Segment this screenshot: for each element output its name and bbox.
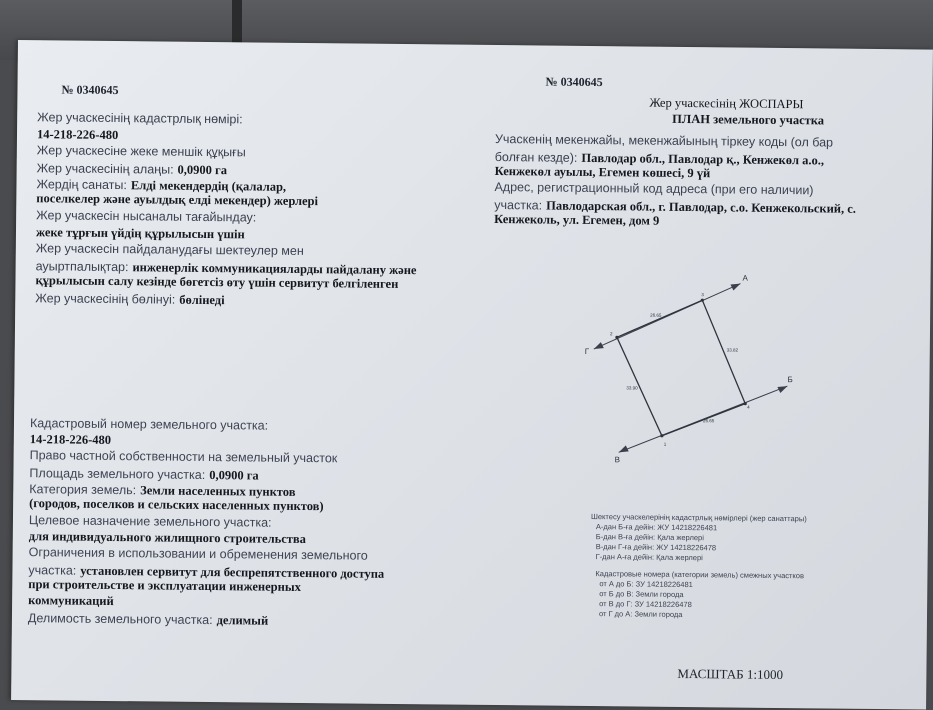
letter-v: В [614,455,621,465]
length-top: 26.65 [650,312,662,318]
kz-divisibility-row [35,290,225,308]
kz-restrict-label: Жер учаскесін пайдаланудағы шектеулер мен [35,241,304,259]
point-label-3: 3 [701,292,704,298]
ru-cadastral-value: 14-218-226-480 [29,432,112,447]
plan-address-kz-label-cont: болған кезде): [494,149,578,165]
land-certificate-sheet [11,40,933,710]
ru-area-value: 0,0900 га [209,468,259,483]
kz-area-row [37,160,228,178]
kz-right-label: Жер учаскесіне жеке меншік құқығы [36,143,246,160]
neighbor-kz-row: В-дан Г-ға дейін: ЖУ 14218226478 [595,542,717,553]
kz-purpose-label: Жер учаскесін нысаналы тағайындау: [36,208,257,225]
document-number-left: № 0340645 [61,82,119,98]
kz-restrict-value: инженерлік коммуникацияларды пайдалану және [132,260,417,278]
length-right: 33.82 [726,347,739,353]
neighbor-kz-row: А-дан Б-ға дейін: ЖУ 14218226481 [595,522,718,533]
ru-divisibility-row [28,610,268,629]
document-number-right: № 0340645 [545,74,603,90]
ru-restrict-value: установлен сервитут для беспрепятственного доступа [80,563,385,581]
kz-restrict-value-cont: құрылысын салу кезінде бөгетсіз өту үшін сервитут белгіленген [35,273,399,291]
ru-purpose-value: для индивидуального жилищного строительства [28,529,307,547]
ru-divisibility-label: Делимость земельного участка: [27,611,213,628]
kz-cadastral-value: 14-218-226-480 [36,127,119,143]
point-label-4: 4 [747,404,750,410]
plan-address-kz-label: Учаскенің мекенжайы, мекенжайының тіркеу коды (ол бар [494,132,834,150]
plan-address-ru-value: Павлодарская обл., г. Павлодар, с.о. Кенжекольский, с. [546,198,857,216]
surface-gap [232,0,242,46]
ru-area-label: Площадь земельного участка: [29,466,206,482]
kz-cadastral-label: Жер учаскесінің кадастрлық нөмірі: [37,110,243,127]
kz-category-value-cont: поселкелер және ауылдық елді мекендер) жерлері [36,191,319,209]
kz-category-value: Елді мекендердің (қалалар, [130,178,287,194]
ru-restrict-value-cont: при строительстве и эксплуатации инженерных [28,577,301,594]
neighbor-ru-row: от А до Б: ЗУ 14218226481 [599,579,693,590]
arrow-g-icon [594,342,604,349]
ru-right-label: Право частной собственности на земельный участок [29,448,338,466]
ru-category-label: Категория земель: [29,482,137,498]
land-plot-plan [569,266,791,468]
kz-divisibility-value: бөлінеді [179,292,225,308]
ru-category-value: Земли населенных пунктов [140,483,296,499]
ru-restrict-value-cont2: коммуникаций [28,593,114,609]
letter-b: Б [787,375,793,385]
ru-divisibility-value: делимый [216,613,269,628]
neighbor-ru-row: от Г до А: Земли города [598,609,683,619]
kz-purpose-value: жеке тұрғын үйдің құрылысын үшін [35,225,245,242]
kz-category-label: Жердің санаты: [36,177,127,193]
plan-address-ru-value-cont: Кенжеколь, ул. Егемен, дом 9 [494,211,660,228]
neighbor-kz-row: Б-дан В-ға дейін: Қала жерлері [595,532,704,543]
plan-title-kz: Жер учаскесінің ЖОСПАРЫ [649,95,804,112]
plan-address-ru-label-cont: участка: [494,197,543,213]
plan-address-kz-value: Павлодар обл., Павлодар қ., Кенжекөл а.о., [581,150,825,168]
point-label-1: 1 [663,441,667,447]
point-label-2: 2 [609,331,613,337]
kz-area-value: 0,0900 га [177,162,228,178]
neighbor-ru-row: от В до Г: ЗУ 14218226478 [599,599,692,610]
kz-area-label: Жер учаскесінің алаңы: [36,161,174,177]
length-left: 33.90 [626,385,638,391]
length-bottom: 26.65 [703,418,715,424]
arrow-v-icon [619,445,629,452]
ru-purpose-label: Целевое назначение земельного участка: [28,513,272,530]
kz-restrict-label-cont: ауыртпалықтар: [35,259,129,275]
plan-scale: МАСШТАБ 1:1000 [677,665,784,683]
ru-category-value-cont: (городов, поселков и сельских населенных пунктов) [29,496,324,514]
plan-address-ru-label: Адрес, регистрационный код адреса (при его наличии) [494,179,814,198]
arrow-a-icon [730,283,740,290]
neighbors-kz-title: Шектесу учаскелерінің кадастрлық нөмірлері (жер санаттары) [590,512,807,524]
letter-a: А [742,273,748,283]
plot-boundary [616,299,746,436]
plan-title-ru: ПЛАН земельного участка [672,111,825,128]
ru-restrict-label: Ограничения в использовании и обременения земельного [28,545,368,563]
ru-cadastral-label: Кадастровый номер земельного участка: [29,416,269,433]
kz-divisibility-label: Жер учаскесінің бөлінуі: [35,291,176,307]
letter-g: Г [584,346,590,356]
neighbor-ru-row: от Б до В: Земли города [599,589,684,599]
ru-restrict-label-cont: участка: [28,563,77,578]
arrow-b-icon [777,386,787,393]
neighbors-ru-title: Кадастровые номера (категории земель) смежных участков [595,569,805,581]
neighbor-kz-row: Г-дан А-ға дейін: Қала жерлері [595,552,703,563]
plan-address-kz-value-cont: Кенжекөл ауылы, Егемен көшесі, 9 үй [494,163,711,181]
